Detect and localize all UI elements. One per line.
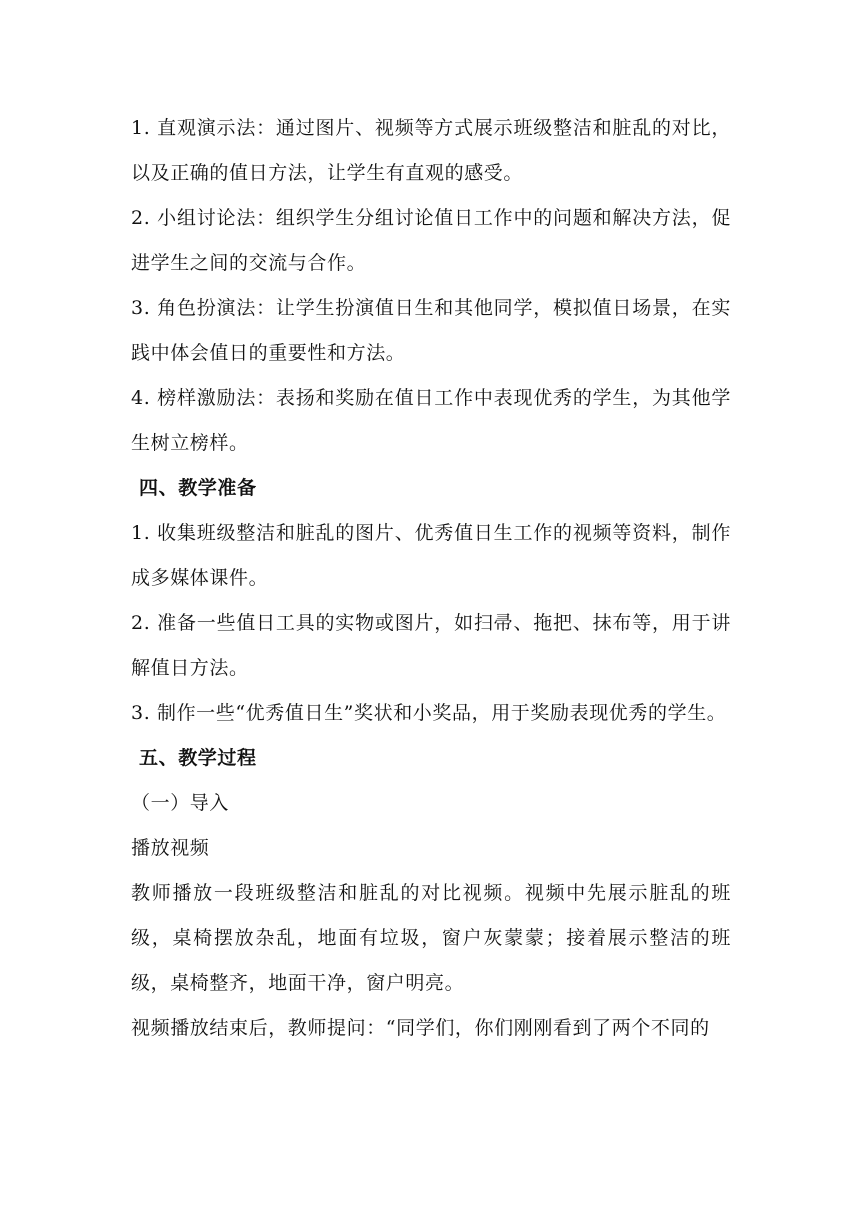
method-item-4: 4. 榜样激励法：表扬和奖励在值日工作中表现优秀的学生，为其他学生树立榜样。 — [131, 387, 731, 454]
method-item-3: 3. 角色扮演法：让学生扮演值日生和其他同学，模拟值日场景，在实践中体会值日的重要性和方法。 — [131, 297, 731, 364]
section-heading-preparation: 四、教学准备 — [139, 477, 257, 499]
subheading-introduction: （一）导入 — [131, 792, 230, 814]
method-item-1: 1. 直观演示法：通过图片、视频等方式展示班级整洁和脏乱的对比，以及正确的值日方法，让学生有直观的感受。 — [131, 117, 731, 184]
document-page — [131, 106, 731, 1051]
preparation-item-1: 1. 收集班级整洁和脏乱的图片、优秀值日生工作的视频等资料，制作成多媒体课件。 — [131, 522, 731, 589]
preparation-item-3: 3. 制作一些“优秀值日生”奖状和小奖品，用于奖励表现优秀的学生。 — [131, 702, 727, 724]
preparation-item-2: 2. 准备一些值日工具的实物或图片，如扫帚、拖把、抹布等，用于讲解值日方法。 — [131, 612, 731, 679]
method-item-2: 2. 小组讨论法：组织学生分组讨论值日工作中的问题和解决方法，促进学生之间的交流与合作。 — [131, 207, 731, 274]
topic-play-video: 播放视频 — [131, 837, 210, 859]
section-heading-process: 五、教学过程 — [139, 747, 257, 769]
process-paragraph-1: 教师播放一段班级整洁和脏乱的对比视频。视频中先展示脏乱的班级，桌椅摆放杂乱，地面有垃圾，窗户灰蒙蒙；接着展示整洁的班级，桌椅整齐，地面干净，窗户明亮。 — [131, 882, 731, 994]
process-paragraph-2: 视频播放结束后，教师提问：“同学们，你们刚刚看到了两个不同的 — [131, 1017, 710, 1039]
